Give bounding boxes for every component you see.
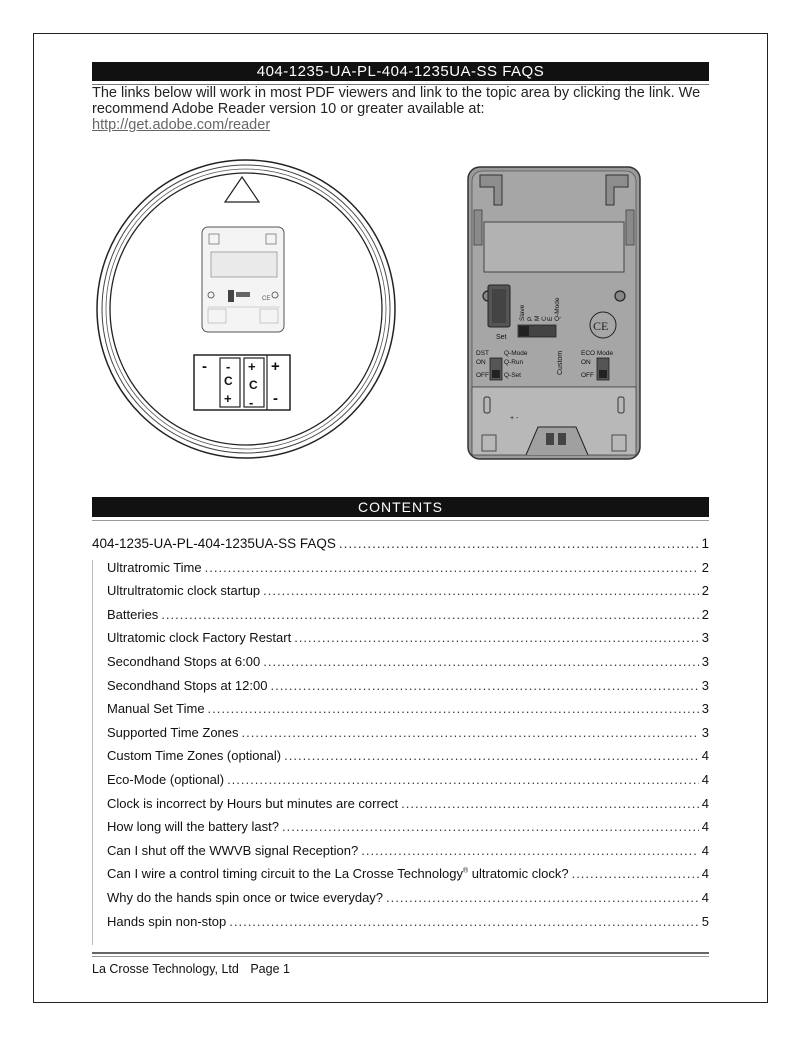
toc-entry-label xyxy=(107,678,267,693)
toc-dot-leader xyxy=(270,678,698,693)
toc-entry-label xyxy=(107,654,260,669)
toc-entry-label xyxy=(107,748,281,763)
toc-entry-text: Ultrultratomic clock startup xyxy=(107,583,261,599)
toc-entry-text: Ultratromic Time xyxy=(107,559,202,575)
toc-page-number: 4 xyxy=(701,819,709,835)
toc-dot-leader xyxy=(208,701,699,716)
zone-label-e: E xyxy=(547,316,554,321)
battery-right-plus: + xyxy=(271,358,280,375)
toc-page-number: 3 xyxy=(701,630,709,646)
toc-entry-label xyxy=(107,890,383,905)
toc-page-number: 3 xyxy=(701,653,709,669)
toc-entry-text: Can I shut off the WWVB signal Reception? xyxy=(107,842,359,858)
toc-entry[interactable] xyxy=(92,560,709,584)
q-run-label: Q-Run xyxy=(504,359,524,366)
page-footer xyxy=(92,962,298,976)
intro-text: The links below will work in most PDF viewers and link to the topic area by clicking the link. We recommend Adobe Reader version 10 or greater available at: xyxy=(92,85,701,117)
toc-entry[interactable] xyxy=(92,819,709,843)
toc-entry-label xyxy=(107,772,224,787)
adobe-reader-link[interactable]: http://get.adobe.com/reader xyxy=(92,117,271,133)
toc-entry-text: Batteries xyxy=(107,606,159,622)
toc-entry-text: Ultratomic clock Factory Restart xyxy=(107,630,292,646)
toc-dot-leader xyxy=(284,748,699,763)
battery-2-minus: - xyxy=(249,395,254,410)
footer-company: La Crosse Technology, Ltd xyxy=(92,962,239,976)
toc-dot-leader xyxy=(242,725,699,740)
toc-entry-text: Why do the hands spin once or twice everyday? xyxy=(107,889,384,905)
toc-entry-text: How long will the battery last? xyxy=(107,819,279,835)
toc-page-number: 5 xyxy=(701,913,709,929)
battery-2-plus: + xyxy=(248,359,256,374)
toc-entry-label xyxy=(92,536,336,551)
contents-heading: CONTENTS xyxy=(92,497,709,517)
toc-entry-text-suffix: ultratomic clock? xyxy=(468,866,569,882)
contents-divider xyxy=(92,520,709,521)
toc-entry-label xyxy=(107,725,239,740)
toc-page-number: 4 xyxy=(701,748,709,764)
dst-on-label: ON xyxy=(476,359,486,366)
toc-entry-label xyxy=(107,843,358,858)
toc-entry[interactable] xyxy=(92,678,709,702)
toc-entry-label xyxy=(107,607,158,622)
eco-mode-label: ECO Mode xyxy=(581,350,614,357)
toc-entry[interactable] xyxy=(92,701,709,725)
toc-entry-label xyxy=(107,819,279,834)
toc-entry-text: Manual Set Time xyxy=(107,701,205,717)
toc-page-number: 4 xyxy=(701,889,709,905)
ce-mark: CE xyxy=(593,319,609,333)
toc-entry[interactable] xyxy=(92,890,709,914)
toc-page-number: 4 xyxy=(701,842,709,858)
eco-on-label: ON xyxy=(581,359,591,366)
toc-page-number: 4 xyxy=(701,866,709,882)
toc-dot-leader xyxy=(227,772,699,787)
toc-entry-text: Hands spin non-stop xyxy=(107,913,227,929)
footer-rule-thick xyxy=(92,952,709,954)
toc-entry-label xyxy=(107,560,202,575)
toc-entry-label xyxy=(107,796,398,811)
table-of-contents xyxy=(92,536,709,937)
toc-dot-leader xyxy=(294,630,699,645)
toc-page-number: 2 xyxy=(701,559,709,575)
triangle-marker-icon xyxy=(225,177,259,202)
toc-page-number: 3 xyxy=(701,724,709,740)
terminal-minus: - xyxy=(516,415,519,422)
toc-dot-leader xyxy=(263,583,699,598)
toc-entry[interactable] xyxy=(92,772,709,796)
battery-1-minus: - xyxy=(226,359,231,374)
intro-paragraph xyxy=(92,85,712,133)
q-mode-label: Q-Mode xyxy=(504,350,528,357)
toc-entry-label xyxy=(107,701,205,716)
toc-dot-leader xyxy=(572,866,699,881)
toc-page-number: 3 xyxy=(701,701,709,717)
custom-label: Custom xyxy=(557,350,564,375)
toc-page-number: 4 xyxy=(701,771,709,787)
toc-entry[interactable] xyxy=(92,654,709,678)
toc-entry[interactable] xyxy=(92,796,709,820)
toc-entry-label xyxy=(107,630,291,645)
registered-mark: ® xyxy=(462,867,469,875)
clock-back-diagram xyxy=(94,157,398,461)
toc-dot-leader xyxy=(401,796,699,811)
toc-entry[interactable] xyxy=(92,914,709,938)
eco-off-label: OFF xyxy=(581,372,594,379)
toc-entry[interactable] xyxy=(92,536,709,560)
terminal-plus: + xyxy=(510,415,515,422)
toc-entry[interactable] xyxy=(92,607,709,631)
toc-dot-leader xyxy=(229,914,699,929)
toc-entry[interactable] xyxy=(92,866,709,890)
toc-entry-label xyxy=(107,866,569,881)
toc-page-number: 1 xyxy=(701,536,709,551)
toc-entry-text: Custom Time Zones (optional) xyxy=(107,748,282,764)
dst-label: DST xyxy=(476,350,489,357)
zone-label-slave: Slave xyxy=(519,304,526,321)
zone-label-c: C xyxy=(541,316,548,321)
toc-entry[interactable] xyxy=(92,583,709,607)
zone-label-m: M xyxy=(534,315,541,321)
set-button-label: Set xyxy=(496,334,507,341)
page-title: 404-1235-UA-PL-404-1235UA-SS FAQS xyxy=(92,62,709,81)
footer-rule-thin xyxy=(92,956,709,957)
toc-entry-text: Supported Time Zones xyxy=(107,724,239,740)
toc-entry-text: Clock is incorrect by Hours but minutes are correct xyxy=(107,795,399,811)
toc-page-number: 2 xyxy=(701,606,709,622)
toc-entry[interactable] xyxy=(92,725,709,749)
toc-entry[interactable] xyxy=(92,630,709,654)
battery-right-minus: - xyxy=(273,390,278,407)
toc-dot-leader xyxy=(161,607,698,622)
battery-2-cell: C xyxy=(249,378,258,392)
toc-entry-text: Eco-Mode (optional) xyxy=(107,771,225,787)
toc-entry[interactable] xyxy=(92,843,709,867)
toc-entry-label xyxy=(107,914,226,929)
toc-entry-text: Secondhand Stops at 12:00 xyxy=(107,677,268,693)
toc-dot-leader xyxy=(386,890,699,905)
toc-dot-leader xyxy=(282,819,699,834)
toc-entry-label xyxy=(107,583,260,598)
toc-dot-leader xyxy=(205,560,699,575)
battery-left-minus: - xyxy=(202,358,207,375)
toc-page-number: 3 xyxy=(701,677,709,693)
movement-closeup-diagram xyxy=(466,165,642,465)
toc-entry[interactable] xyxy=(92,748,709,772)
dst-off-label: OFF xyxy=(476,372,489,379)
toc-dot-leader xyxy=(339,536,699,551)
toc-dot-leader xyxy=(263,654,699,669)
footer-page-number: Page 1 xyxy=(250,962,290,976)
toc-entry-text: Secondhand Stops at 6:00 xyxy=(107,653,261,669)
toc-page-number: 2 xyxy=(701,583,709,599)
battery-1-cell: C xyxy=(224,374,233,388)
toc-dot-leader xyxy=(361,843,699,858)
battery-1-plus: + xyxy=(224,391,232,406)
zone-label-q-mode: Q-Mode xyxy=(554,297,561,321)
toc-entry-text: Can I wire a control timing circuit to the La Crosse Technology xyxy=(107,866,463,882)
small-ce-mark: CE xyxy=(262,296,271,302)
zone-label-p: P xyxy=(527,316,534,321)
toc-entry-text: 404-1235-UA-PL-404-1235UA-SS FAQS xyxy=(92,536,336,551)
q-set-label: Q-Set xyxy=(504,372,521,379)
toc-page-number: 4 xyxy=(701,795,709,811)
